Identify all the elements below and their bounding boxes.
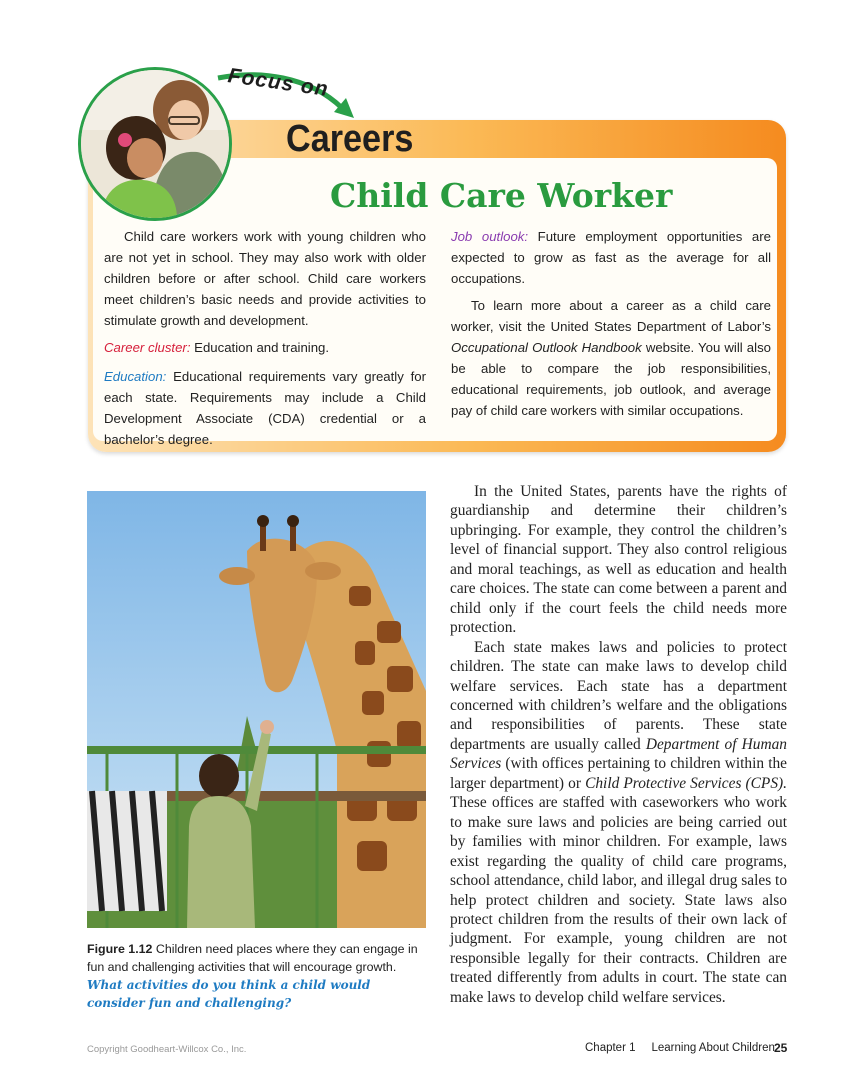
career-cluster-label: Career cluster: [104,340,191,355]
job-title: Child Care Worker [330,176,673,215]
job-outlook-text: Future employment opportunities are expected to grow as fast as the average for all occupations. [451,229,771,286]
learn-more-text-1: To learn more about a career as a child care worker, visit the United States Department of Labor’s [451,298,771,334]
copyright-notice: Copyright Goodheart-Willcox Co., Inc. [87,1044,247,1055]
intro-paragraph: Child care workers work with young children who are not yet in school. They may also work with older children before or after school. Child care workers meet children’s basic needs and provide activities to stimulate growth and development. [104,229,426,328]
cps-term: Child Protective Services (CPS). [585,774,788,792]
chapter-title: Chapter 1 Learning About Children [585,1042,775,1054]
body-text [450,482,787,1007]
education-text: Educational requirements vary greatly for each state. Requirements may include a Child Development Associate (CDA) credential or a bachelor’s degree. [104,369,426,447]
focus-on-label: Focus on [226,64,331,101]
figure-caption-text: Children need places where they can engage in fun and challenging activities that will encourage growth. [87,942,418,974]
caregiver-child-photo [78,67,232,221]
handbook-title: Occupational Outlook Handbook [451,340,642,355]
job-outlook-label: Job outlook: [451,229,529,244]
feature-left-column [104,226,426,450]
learn-more-text-2: website. You will also be able to compare the job responsibilities, educational requirements, job outlook, and average pay of child care workers with similar occupations. [451,340,771,418]
figure-number: Figure 1.12 [87,942,153,956]
dhs-term: Department of Human Services [450,735,787,773]
job-outlook-paragraph [451,226,771,289]
giraffe-child-photo [87,491,426,928]
career-cluster-paragraph [104,337,426,358]
careers-heading: Careers [286,118,414,160]
feature-right-column [451,226,771,421]
body-paragraph-1: In the United States, parents have the rights of guardianship and determine their children’s upbringing. For example, they control the children’s level of financial support. They also control religious and moral teachings, as well as education and health care choices. The state can come between a parent and child only if the court feels the child needs more protection. [450,483,787,637]
body-paragraph-2-part-2: (with offices pertaining to children within the larger department) or [450,755,787,792]
body-paragraph-2 [450,638,787,1008]
career-cluster-text: Education and training. [190,340,330,355]
body-paragraph-2-part-1: Each state makes laws and policies to protect children. The state can make laws to develop child welfare services. Each state has a department concerned with children’s welfare and the obligations and responsibilities of parents. These state departments are usually called [450,638,787,753]
figure-caption [87,940,427,1012]
learn-more-paragraph [451,295,771,421]
education-label: Education: [104,369,167,384]
page-number: 25 [774,1041,788,1055]
body-paragraph-2-part-3: These offices are staffed with caseworkers who work to make sure laws and policies are being carried out by families with minor children. For example, laws exist regarding the quality of child care programs, school attendance, child labor, and illegal drug sales to help protect children and society. State laws also protect children from the results of their own lack of judgment. For example, young children are not responsible legally for their contracts. Children are treated differently from adults in court. The state can make laws to develop child welfare services. [450,794,788,1006]
education-paragraph [104,366,426,450]
figure-question: What activities do you think a child would consider fun and challenging? [87,978,371,1010]
